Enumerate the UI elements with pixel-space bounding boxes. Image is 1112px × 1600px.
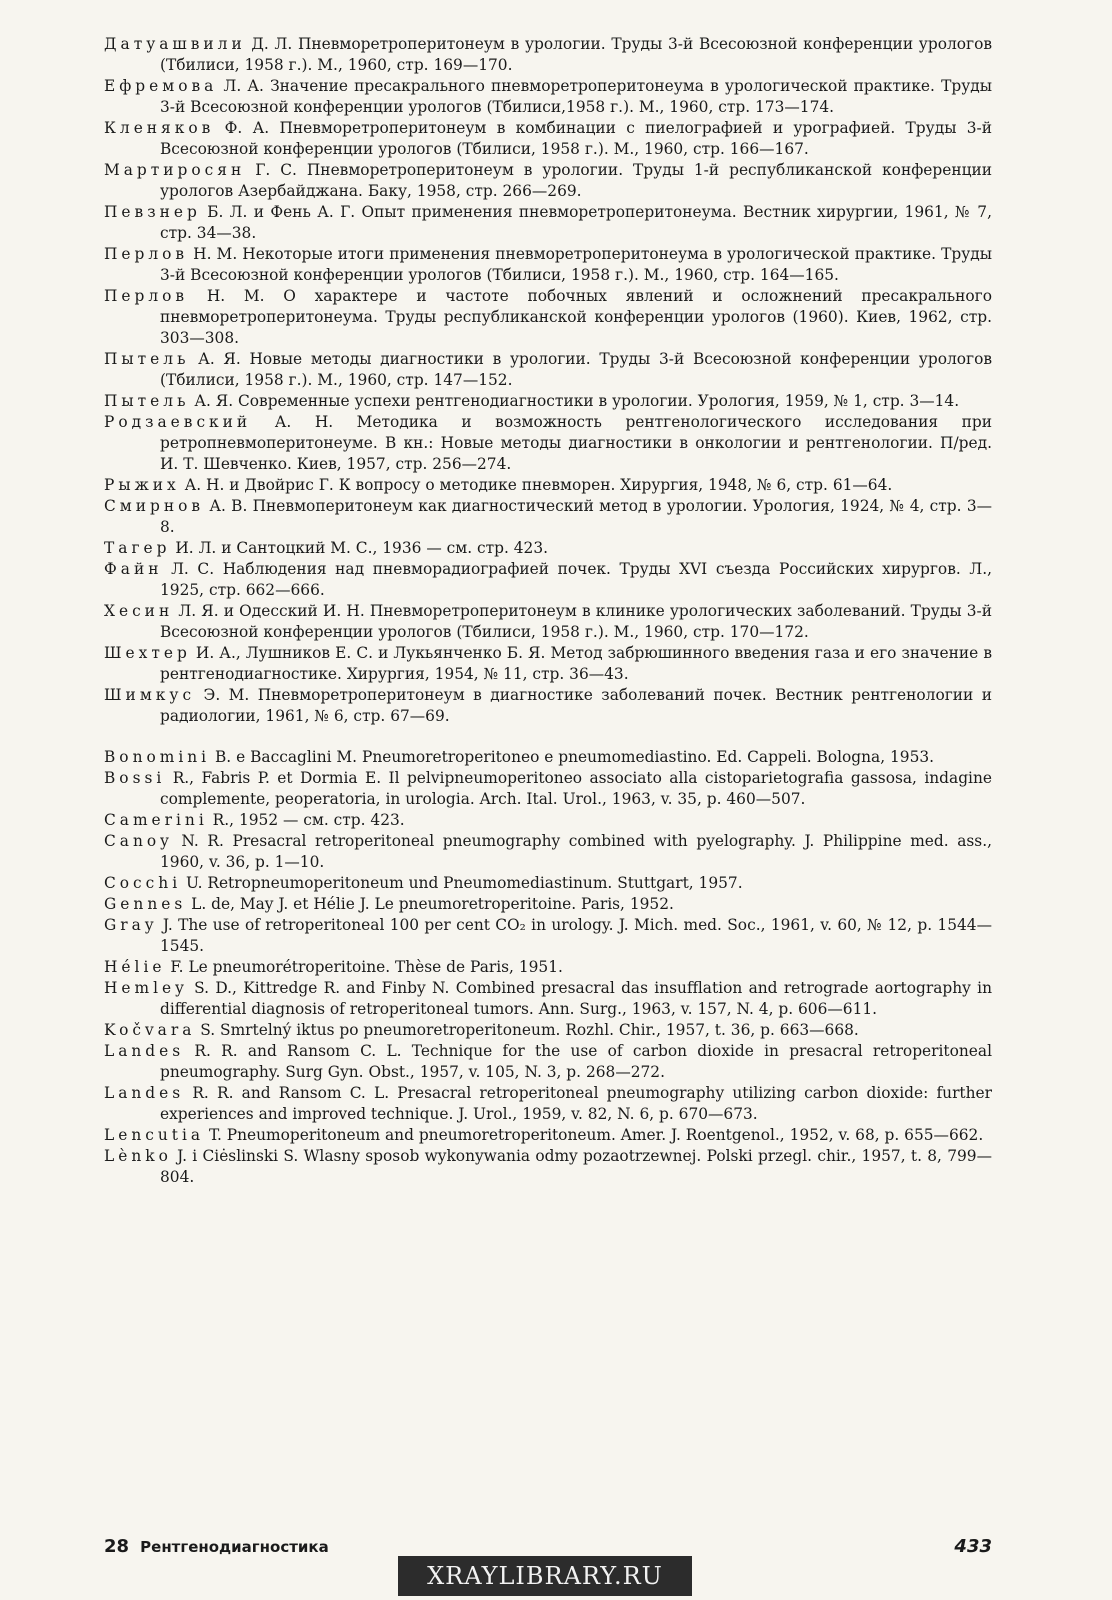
page-number: 433	[954, 1536, 992, 1557]
reference-author: Gray	[104, 916, 158, 934]
reference-text: R. R. and Ransom C. L. Presacral retroperitoneal pneumography utilizing carbon dioxide: further experiences and improved technique. J. Urol., 1959, v. 82, N. 6, p. 670—673.	[160, 1084, 992, 1123]
reference-author: Шимкус	[104, 686, 196, 704]
reference-text: И. А., Лушников Е. С. и Лукьянченко Б. Я. Метод забрюшинного введения газа и его значение в рентгенодиагностике. Хирургия, 1954, № 11, стр. 36—43.	[160, 644, 992, 683]
reference-entry	[104, 1083, 992, 1125]
reference-author: Кленяков	[104, 119, 215, 137]
reference-author: Рыжих	[104, 476, 180, 494]
reference-text: Л. А. Значение пресакрального пневморетроперитонеума в урологической практике. Труды 3-й Всесоюзной конференции урологов (Тбилиси,1958 г.). М., 1960, стр. 173—174.	[160, 77, 992, 116]
reference-entry	[104, 601, 992, 643]
reference-entry	[104, 244, 992, 286]
reference-text: И. Л. и Сантоцкий М. С., 1936 — см. стр. 423.	[170, 539, 549, 557]
reference-author: Landes	[104, 1042, 185, 1060]
reference-author: Hélie	[104, 958, 166, 976]
reference-text: J. i Ciėslinski S. Wlasny sposob wykonywania odmy pozaotrzewnej. Polski przegl. chir., 1957, t. 8, 799—804.	[160, 1147, 992, 1186]
reference-author: Родзаевский	[104, 413, 252, 431]
reference-text: Э. М. Пневморетроперитонеум в диагностике заболеваний почек. Вестник рентгенологии и радиологии, 1961, № 6, стр. 67—69.	[160, 686, 992, 725]
reference-entry	[104, 978, 992, 1020]
reference-author: Bonomini	[104, 748, 211, 766]
reference-entry	[104, 34, 992, 76]
reference-entry	[104, 1146, 992, 1188]
reference-entry	[104, 894, 992, 915]
reference-author: Bossi	[104, 769, 166, 787]
reference-entry	[104, 475, 992, 496]
reference-author: Шехтер	[104, 644, 191, 662]
reference-text: R., Fabris P. et Dormia E. Il pelvipneumoperitoneo associato alla cistoparietografia gassosa, indagine complemente, peoperatoria, in urologia. Arch. Ital. Urol., 1963, v. 35, p. 460—507.	[160, 769, 992, 808]
reference-text: Н. М. О характере и частоте побочных явлений и осложнений пресакрального пневморетроперитонеума. Труды республиканской конференции урологов (1960). Киев, 1962, стр. 303—308.	[160, 287, 992, 347]
reference-author: Пытель	[104, 392, 190, 410]
reference-text: T. Pneumoperitoneum and pneumoretroperitoneum. Amer. J. Roentgenol., 1952, v. 68, p. 655—662.	[204, 1126, 984, 1144]
reference-author: Landes	[104, 1084, 185, 1102]
reference-text: Ф. А. Пневморетроперитонеум в комбинации с пиелографией и урографией. Труды 3-й Всесоюзной конференции урологов (Тбилиси, 1958 г.). М., 1960, стр. 166—167.	[160, 119, 992, 158]
reference-text: B. e Baccaglini M. Pneumoretroperitoneo e pneumomediastino. Ed. Cappeli. Bologna, 1953.	[210, 748, 935, 766]
reference-author: Тагер	[104, 539, 171, 557]
signature-title: Рентгенодиагностика	[140, 1538, 329, 1556]
reference-text: А. Н. Методика и возможность рентгенологического исследования при ретропневмоперитонеуме. В кн.: Новые методы диагностики в онкологии и рентгенологии. П/ред. И. Т. Шевченко. Киев, 1957, стр. 256—274.	[160, 413, 992, 473]
reference-entry	[104, 768, 992, 810]
reference-text: Г. С. Пневморетроперитонеум в урологии. Труды 1-й республиканской конференции урологов Азербайджана. Баку, 1958, стр. 266—269.	[160, 161, 992, 200]
reference-entry	[104, 643, 992, 685]
reference-entry	[104, 1125, 992, 1146]
watermark-banner: XRAYLIBRARY.RU	[398, 1556, 692, 1596]
reference-entry	[104, 496, 992, 538]
reference-text: Л. С. Наблюдения над пневморадиографией почек. Труды XVI съезда Российских хирургов. Л., 1925, стр. 662—666.	[160, 560, 992, 599]
reference-entry	[104, 559, 992, 601]
reference-text: L. de, May J. et Hélie J. Le pneumoretroperitoine. Paris, 1952.	[186, 895, 674, 913]
reference-author: Gennes	[104, 895, 187, 913]
reference-author: Canoy	[104, 832, 173, 850]
foreign-references-list	[104, 747, 992, 1188]
reference-entry	[104, 685, 992, 727]
reference-text: Д. Л. Пневморетроперитонеум в урологии. Труды 3-й Всесоюзной конференции урологов (Тбилиси, 1958 г.). М., 1960, стр. 169—170.	[160, 35, 992, 74]
reference-text: Н. М. Некоторые итоги применения пневморетроперитонеума в урологической практике. Труды 3-й Всесоюзной конференции урологов (Тбилиси, 1958 г.). М., 1960, стр. 164—165.	[160, 245, 992, 284]
reference-author: Датуашвили	[104, 35, 246, 53]
reference-author: Lencutia	[104, 1126, 205, 1144]
reference-entry	[104, 831, 992, 873]
reference-author: Kočvara	[104, 1021, 196, 1039]
reference-text: А. Н. и Двойрис Г. К вопросу о методике пневморен. Хирургия, 1948, № 6, стр. 61—64.	[179, 476, 893, 494]
signature-number: 28	[104, 1536, 130, 1557]
reference-author: Хесин	[104, 602, 174, 620]
reference-entry	[104, 76, 992, 118]
reference-author: Мартиросян	[104, 161, 246, 179]
reference-text: U. Retropneumoperitoneum und Pneumomediastinum. Stuttgart, 1957.	[181, 874, 743, 892]
reference-text: Л. Я. и Одесский И. Н. Пневморетроперитонеум в клинике урологических заболеваний. Труды 3-й Всесоюзной конференции урологов (Тбилиси, 1958 г.). М., 1960, стр. 170—172.	[160, 602, 992, 641]
russian-references-list	[104, 34, 992, 727]
reference-text: А. Я. Новые методы диагностики в урологии. Труды 3-й Всесоюзной конференции урологов (Тбилиси, 1958 г.). М., 1960, стр. 147—152.	[160, 350, 992, 389]
reference-text: Б. Л. и Фень А. Г. Опыт применения пневморетроперитонеума. Вестник хирургии, 1961, № 7, стр. 34—38.	[160, 203, 992, 242]
reference-entry	[104, 1041, 992, 1083]
reference-author: Певзнер	[104, 203, 201, 221]
reference-author: Cocchi	[104, 874, 182, 892]
reference-author: Пытель	[104, 350, 190, 368]
reference-entry	[104, 202, 992, 244]
reference-entry	[104, 957, 992, 978]
reference-author: Lènko	[104, 1147, 172, 1165]
reference-entry	[104, 915, 992, 957]
reference-entry	[104, 747, 992, 768]
reference-text: S. D., Kittredge R. and Finby N. Combined presacral das insufflation and retrograde aortography in differential diagnosis of retroperitoneal tumors. Ann. Surg., 1963, v. 157, N. 4, p. 606—611.	[160, 979, 992, 1018]
reference-author: Hemley	[104, 979, 188, 997]
reference-entry	[104, 873, 992, 894]
reference-entry	[104, 349, 992, 391]
reference-author: Ефремова	[104, 77, 218, 95]
reference-author: Camerini	[104, 811, 208, 829]
reference-text: А. В. Пневмоперитонеум как диагностический метод в урологии. Урология, 1924, № 4, стр. 3—8.	[160, 497, 992, 536]
reference-text: J. The use of retroperitoneal 100 per cent CO₂ in urology. J. Mich. med. Soc., 1961, v. 60, № 12, p. 1544—1545.	[157, 916, 992, 955]
reference-text: S. Smrtelný iktus po pneumoretroperitoneum. Rozhl. Chir., 1957, t. 36, p. 663—668.	[195, 1021, 859, 1039]
reference-entry	[104, 412, 992, 475]
reference-entry	[104, 1020, 992, 1041]
reference-entry	[104, 538, 992, 559]
reference-entry	[104, 118, 992, 160]
reference-text: N. R. Presacral retroperitoneal pneumography combined with pyelography. J. Philippine med. ass., 1960, v. 36, p. 1—10.	[160, 832, 992, 871]
bibliography-page	[104, 34, 992, 1188]
reference-entry	[104, 810, 992, 831]
reference-text: А. Я. Современные успехи рентгенодиагностики в урологии. Урология, 1959, № 1, стр. 3—14.	[189, 392, 960, 410]
reference-entry	[104, 286, 992, 349]
reference-author: Файн	[104, 560, 163, 578]
reference-author: Смирнов	[104, 497, 205, 515]
reference-entry	[104, 160, 992, 202]
reference-text: R., 1952 — см. стр. 423.	[207, 811, 405, 829]
reference-text: R. R. and Ransom C. L. Technique for the use of carbon dioxide in presacral retroperitoneal pneumography. Surg Gyn. Obst., 1957, v. 105, N. 3, p. 268—272.	[160, 1042, 992, 1081]
reference-author: Перлов	[104, 287, 189, 305]
reference-text: F. Le pneumorétroperitoine. Thèse de Paris, 1951.	[165, 958, 563, 976]
reference-author: Перлов	[104, 245, 189, 263]
reference-entry	[104, 391, 992, 412]
